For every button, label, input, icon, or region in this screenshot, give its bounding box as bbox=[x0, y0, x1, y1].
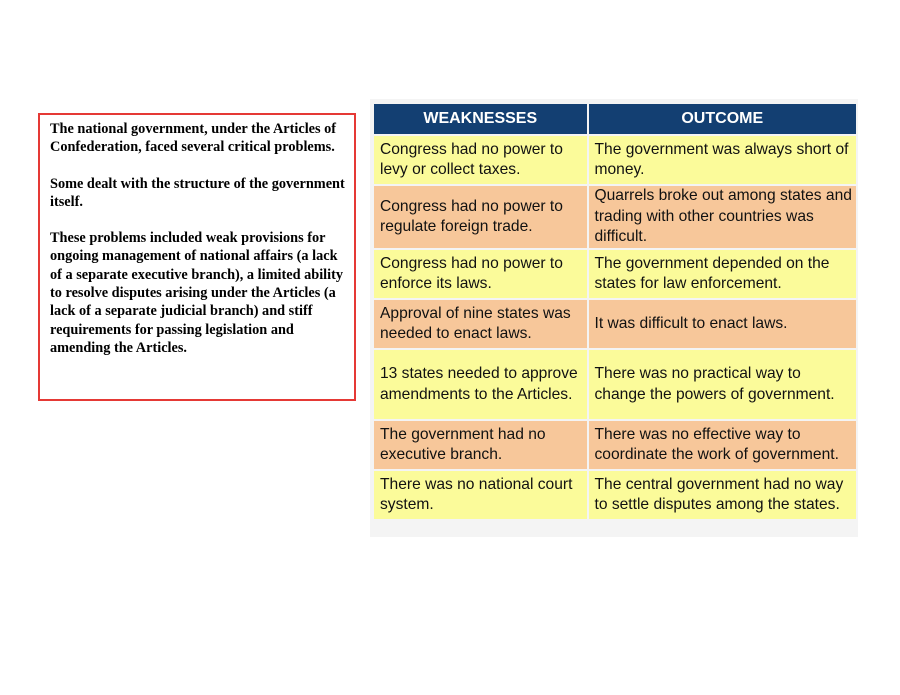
header-weaknesses: WEAKNESSES bbox=[374, 104, 587, 134]
outcome-cell: The government depended on the states for law enforcement. bbox=[589, 250, 857, 298]
intro-text-box bbox=[38, 113, 356, 401]
weakness-cell: Congress had no power to regulate foreign trade. bbox=[374, 186, 587, 248]
intro-paragraph-3: These problems included weak provisions for ongoing management of national affairs (a lack of a separate executive branch), a limited ability to resolve disputes arising under the Articles (a lack of a separate judicial branch) and stiff requirements for passing legislation and amending the Articles. bbox=[50, 230, 344, 356]
weakness-cell: Congress had no power to levy or collect taxes. bbox=[374, 136, 587, 184]
weakness-cell: Congress had no power to enforce its laws. bbox=[374, 250, 587, 298]
table-row bbox=[374, 250, 856, 298]
weaknesses-table-image bbox=[370, 99, 858, 537]
table-row bbox=[374, 136, 856, 184]
outcome-cell: Quarrels broke out among states and trading with other countries was difficult. bbox=[589, 186, 857, 248]
outcome-cell: It was difficult to enact laws. bbox=[589, 300, 857, 348]
weakness-cell: There was no national court system. bbox=[374, 471, 587, 519]
weakness-cell: Approval of nine states was needed to enact laws. bbox=[374, 300, 587, 348]
table-row bbox=[374, 300, 856, 348]
outcome-cell: The central government had no way to settle disputes among the states. bbox=[589, 471, 857, 519]
outcome-cell: There was no practical way to change the powers of government. bbox=[589, 350, 857, 419]
outcome-cell: There was no effective way to coordinate the work of government. bbox=[589, 421, 857, 469]
table-row bbox=[374, 421, 856, 469]
table-row bbox=[374, 350, 856, 419]
header-outcome: OUTCOME bbox=[589, 104, 857, 134]
table-row bbox=[374, 471, 856, 519]
outcome-cell: The government was always short of money. bbox=[589, 136, 857, 184]
table-header-row bbox=[374, 104, 856, 134]
table-row bbox=[374, 186, 856, 248]
intro-paragraph-2: Some dealt with the structure of the government itself. bbox=[50, 175, 345, 210]
intro-paragraph-1: The national government, under the Articles of Confederation, faced several critical problems. bbox=[50, 121, 337, 156]
weakness-cell: The government had no executive branch. bbox=[374, 421, 587, 469]
weakness-cell: 13 states needed to approve amendments to the Articles. bbox=[374, 350, 587, 419]
weaknesses-outcome-table bbox=[372, 102, 858, 521]
